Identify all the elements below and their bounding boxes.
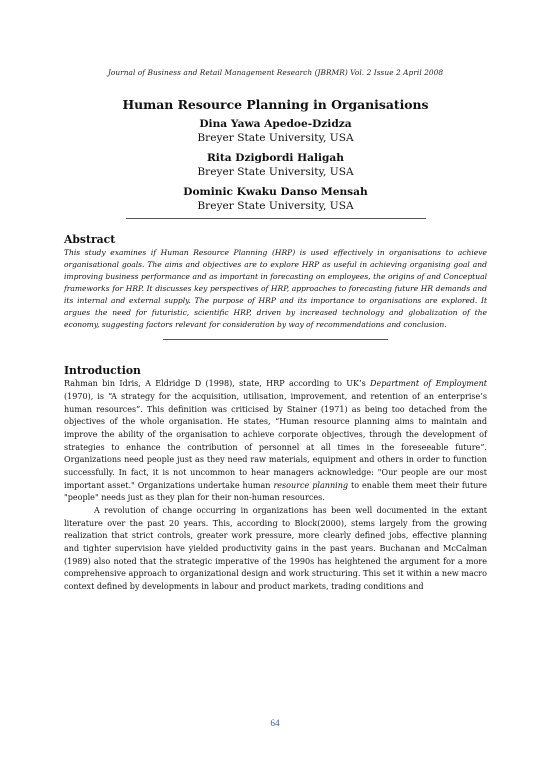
- abstract-text: This study examines if Human Resource Planning (HRP) is used effectively in organisations to achieve organisational goals. The aims and objectives are to explore HRP as useful in achieving organising goal and improving business performance and as important in forecasting on employees, the origins of and Conceptual frameworks for HRP. It discusses key perspectives of HRP, approaches to forecasting future HR demands and its internal and external supply. The purpose of HRP and its importance to organisations are explored. It argues the need for futuristic, scientific HRP, driven by increased technology and globalization of the economy, suggesting factors relevant for consideration by way of recommendations and conclusion.: [64, 248, 487, 330]
- paragraph-segment: to enable them meet their future "people" needs just as they plan for their non-human resources.: [64, 480, 488, 503]
- paragraph-segment: Rahman bin Idris, A Eldridge D (1998), state, HRP according to UK’s: [64, 379, 371, 389]
- italic-term: Department of Employment: [370, 379, 487, 389]
- italic-term: resource planning: [273, 480, 349, 490]
- author-affiliation: Breyer State University, USA: [197, 200, 354, 212]
- author-block-3: [64, 186, 487, 212]
- paper-title: Human Resource Planning in Organisations: [122, 97, 429, 112]
- paragraph-segment: (1970), is “A strategy for the acquisition, utilisation, improvement, and retention of an enterprise’s human resources”. This definition was criticised by Stainer (1971) as being too detached from the objectives of the whole organisation. He states, “Human resource planning aims to maintain and improve the ability of the organisation to achieve corporate objectives, through the development of strategies to enhance the contribution of personnel at all times in the foreseeable future”. Organizations need people just as they need raw materials, equipment and others in order to function successfully. In fact, it is not uncommon to hear managers acknowledge: "Our people are our most important asset." Organizations undertake human: [64, 391, 487, 490]
- header-divider: [126, 218, 426, 219]
- abstract-heading: Abstract: [64, 233, 116, 246]
- introduction-paragraph-1: [64, 378, 487, 505]
- author-block-1: [64, 118, 487, 144]
- author-affiliation: Breyer State University, USA: [197, 166, 354, 178]
- author-name: Dina Yawa Apedoe-Dzidza: [199, 118, 352, 130]
- author-block-2: [64, 152, 487, 178]
- page-number: 64: [270, 718, 280, 728]
- author-affiliation: Breyer State University, USA: [197, 132, 354, 144]
- author-name: Dominic Kwaku Danso Mensah: [183, 186, 368, 198]
- author-name: Rita Dzigbordi Haligah: [207, 152, 344, 164]
- introduction-paragraph-2: A revolution of change occurring in organizations has been well documented in the extant literature over the past 20 years. This, according to Block(2000), stems largely from the growing realization that strict controls, greater work pressure, more clearly defined jobs, effective planning and tighter supervision have yielded productivity gains in the past years. Buchanan and McCalman (1989) also noted that the strategic imperative of the 1990s has heightened the argument for a more comprehensive approach to organizational design and work structuring. This set it within a new macro context defined by developments in labour and product markets, trading conditions and: [64, 505, 487, 591]
- abstract-divider: [163, 339, 388, 340]
- journal-header: Journal of Business and Retail Management Research (JBRMR) Vol. 2 Issue 2 April 2008: [107, 68, 444, 77]
- introduction-heading: Introduction: [64, 364, 141, 378]
